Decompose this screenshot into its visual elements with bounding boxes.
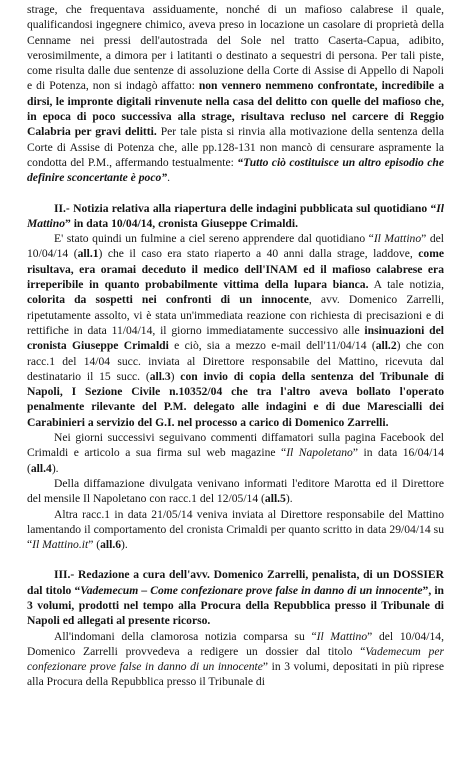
top-paragraph: strage, che frequentava assiduamente, nonché di un mafioso calabrese il quale, qualificandosi ingegnere chimico, aveva preso in locazione un casolare di proprietà della Cenname nei pressi dell'autostrada del Sole nel tratto Caserta-Capua, adibito, verosimilmente, a dimora per i latitanti o destinato a sequestri di persona. Per tali piste, come risulta dalle due sentenze di assoluzione della Corte di Assise di Appello di Napoli e di Potenza, non si indagò affatto: non vennero nemmeno confrontate, incredibile a dirsi, le impronte digitali rinvenute nella casa del delitto con quelle del mafioso che, in epoca di poco successiva alla strage, risultava recluso nel carcere di Reggio Calabria per gravi delitti. Per tale pista si rinvia alla motivazione della sentenza della Corte di Assise di Potenza che, alle pp.128-131 non mancò di censurare aspramente la condotta del P.M., affermando testualmente: “Tutto ciò costituisce un altro episodio che definire sconcertante è poco”. — [27, 3, 444, 185]
section-3-paragraph-1: All'indomani della clamorosa notizia comparsa su “Il Mattino” del 10/04/14, Domenico Zarrelli provvedeva a redigere un dossier dal titolo “Vademecum per confezionare prove false in danno di un innocente” in 3 volumi, depositati in più riprese alla Procura della Repubblica presso il Tribunale di — [27, 629, 444, 689]
spacer — [27, 186, 444, 201]
attachment-ref: all.2 — [375, 339, 397, 353]
attachment-ref: all.1 — [77, 247, 99, 261]
section-title-3: III.- Redazione a cura dell'avv. Domenico Zarrelli, penalista, di un DOSSIER dal titolo “Vademecum – Come confezionare prove false in danno di un innocente”, in 3 volumi, prodotti nel tempo alla Procura della Repubblica presso il Tribunale di Napoli ed allegati al presente ricorso. — [27, 568, 444, 628]
court-quote: “Tutto ciò costituisce un altro episodio che definire sconcertante è poco” — [27, 155, 444, 185]
attachment-ref: all.4 — [30, 461, 52, 475]
section-2-paragraph-4: Altra racc.1 in data 21/05/14 veniva inviata al Direttore responsabile del Mattino lamentando il comportamento del cronista Crimaldi per quanto scritto in data 29/04/14 su “Il Mattino.it” (all.6). — [27, 507, 444, 552]
section-2-paragraph-3: Della diffamazione divulgata venivano informati l'editore Marotta ed il Direttore del mensile Il Napoletano con racc.1 del 12/05/14 (all.5). — [27, 476, 444, 506]
attachment-ref: all.3 — [149, 369, 171, 383]
spacer — [27, 552, 444, 567]
section-2-paragraph-1: E' stato quindi un fulmine a ciel sereno apprendere dal quotidiano “Il Mattino” del 10/04/14 (all.1) che il caso era stato riaperto a 40 anni dalla strage, laddove, come risultava, era oramai deceduto il medico dell'INAM ed il mafioso calabrese era irreperibile in quanto probabilmente vittima della lupara bianca. A tale notizia, colorita da sospetti nei confronti di un innocente, avv. Domenico Zarrelli, ripetutamente assolto, vi è stata un'immediata reazione con richiesta di precisazioni e di rettifiche in data 11/04/14, il giorno immediatamente successivo alle insinuazioni del cronista Giuseppe Crimaldi e ciò, sia a mezzo e-mail dell'11/04/14 (all.2) che con racc.1 del 14/04 succ. inviata al Direttore responsabile del Mattino, ricevuta dal destinatario il 15 succ. (all.3) con invio di copia della sentenza del Tribunale di Napoli, I Sezione Civile n.10352/04 che tra l'altro aveva bollato l'operato penalmente rilevante del P.M. delegato alle indagini e di due Marescialli dei Carabinieri a servizio del G.I. nel processo a carico di Domenico Zarrelli. — [27, 232, 445, 429]
section-title-2: II.- Notizia relativa alla riapertura delle indagini pubblicata sul quotidiano “Il Mattino” in data 10/04/14, cronista Giuseppe Crimaldi. — [27, 201, 444, 230]
emphasis-fingerprints: non vennero nemmeno confrontate, incredibile a dirsi, le impronte digitali rinvenute nella casa del delitto con quelle del mafioso che, in epoca di poco successiva alla strage, risultava recluso nel carcere di Reggio Calabria per gravi delitti. — [27, 79, 444, 139]
attachment-ref: all.5 — [264, 492, 286, 506]
attachment-ref: all.6 — [100, 538, 122, 552]
section-2-paragraph-2: Nei giorni successivi seguivano commenti diffamatori sulla pagina Facebook del Crimaldi e articolo a sua firma sul web magazine “Il Napoletano” in data 16/04/14 (all.4). — [27, 431, 444, 475]
